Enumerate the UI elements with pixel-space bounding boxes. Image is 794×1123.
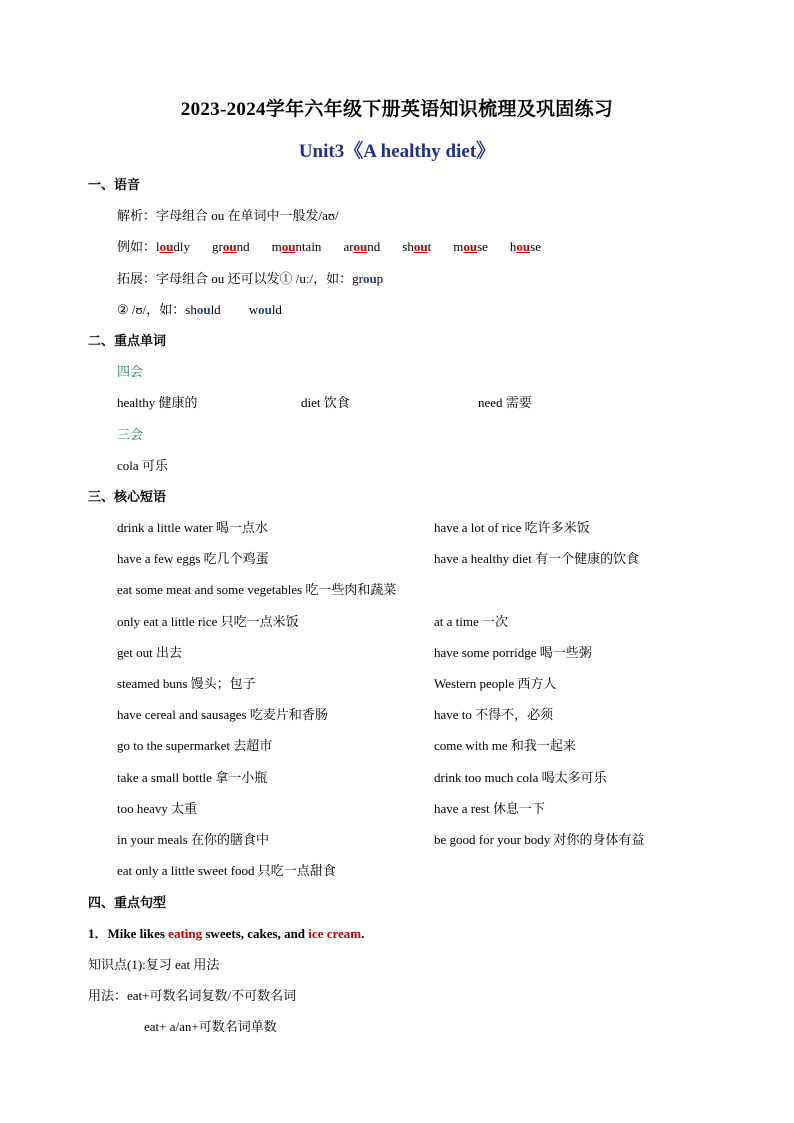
phrase-item: too heavy 太重 [117, 801, 198, 816]
extension-word: group [352, 271, 384, 286]
section-words-heading: 二、重点单词 [88, 333, 167, 348]
word-diet: diet 饮食 [301, 395, 350, 410]
example-word: mouse [453, 239, 488, 254]
word-cola: cola 可乐 [117, 458, 168, 473]
phrase-item: eat some meat and some vegetables 吃一些肉和蔬菜 [117, 582, 397, 597]
word-need: need 需要 [478, 395, 532, 410]
phonics-examples [117, 239, 563, 255]
section-sentences-heading: 四、重点句型 [88, 895, 167, 910]
phrase-item: get out 出去 [117, 645, 182, 660]
phrase-item: Western people 西方人 [434, 676, 557, 691]
example-word: shout [402, 239, 432, 254]
phrase-item: go to the supermarket 去超市 [117, 738, 273, 753]
phrase-item: drink too much cola 喝太多可乐 [434, 770, 607, 785]
example-word: mountain [271, 239, 322, 254]
extension2-text: ② /ʊ/，如： [117, 302, 186, 317]
phrase-item: eat only a little sweet food 只吃一点甜食 [117, 863, 336, 878]
section-phrases-heading: 三、核心短语 [88, 489, 167, 504]
highlight-eating: eating [168, 926, 203, 941]
page-title: 2023-2024学年六年级下册英语知识梳理及巩固练习 [180, 99, 614, 120]
phrase-item: drink a little water 喝一点水 [117, 520, 268, 535]
phrase-item: be good for your body 对你的身体有益 [434, 832, 645, 847]
three-skill-label: 三会 [117, 427, 144, 442]
phrase-item: come with me 和我一起来 [434, 738, 576, 753]
example-word: ground [212, 239, 250, 254]
example-word: house [509, 239, 541, 254]
section-phonics-heading: 一、语音 [88, 177, 141, 192]
phrase-item: steamed buns 馒头；包子 [117, 676, 256, 691]
extension2-word-2: would [248, 302, 282, 317]
phrase-item: have to 不得不，必须 [434, 707, 554, 722]
word-healthy: healthy 健康的 [117, 395, 198, 410]
phrase-item: have a lot of rice 吃许多米饭 [434, 520, 590, 535]
phrase-item: have a rest 休息一下 [434, 801, 545, 816]
extension2-word-1: should [185, 302, 221, 317]
example-word: around [343, 239, 381, 254]
sentence-1: 1．Mike likes eating sweets, cakes, and ice cream. [88, 926, 365, 941]
knowledge-point-1: 知识点(1):复习 eat 用法 [88, 957, 220, 972]
phrase-item: at a time 一次 [434, 614, 509, 629]
example-word: loudly [156, 239, 190, 254]
phonics-extension-2 [117, 302, 282, 318]
phrase-item: have some porridge 喝一些粥 [434, 645, 592, 660]
phrase-item: only eat a little rice 只吃一点米饭 [117, 614, 299, 629]
extension-text: 拓展：字母组合 ou 还可以发① /uː/，如： [117, 271, 353, 286]
usage-line-2: eat+ a/an+可数名词单数 [144, 1019, 277, 1034]
phrase-item: have a healthy diet 有一个健康的饮食 [434, 551, 640, 566]
usage-line-1: 用法：eat+可数名词复数/不可数名词 [88, 988, 297, 1003]
highlight-ice-cream: ice cream [308, 926, 362, 941]
phonics-analysis: 解析：字母组合 ou 在单词中一般发/aʊ/ [117, 208, 339, 223]
four-skill-label: 四会 [117, 364, 144, 379]
phrase-item: have cereal and sausages 吃麦片和香肠 [117, 707, 328, 722]
phonics-extension [117, 271, 383, 287]
phrase-item: have a few eggs 吃几个鸡蛋 [117, 551, 269, 566]
example-label: 例如： [117, 239, 157, 254]
example-words [156, 239, 563, 254]
unit-subtitle: Unit3《A healthy diet》 [298, 141, 496, 162]
phrase-item: in your meals 在你的膳食中 [117, 832, 270, 847]
phrase-item: take a small bottle 拿一小瓶 [117, 770, 268, 785]
